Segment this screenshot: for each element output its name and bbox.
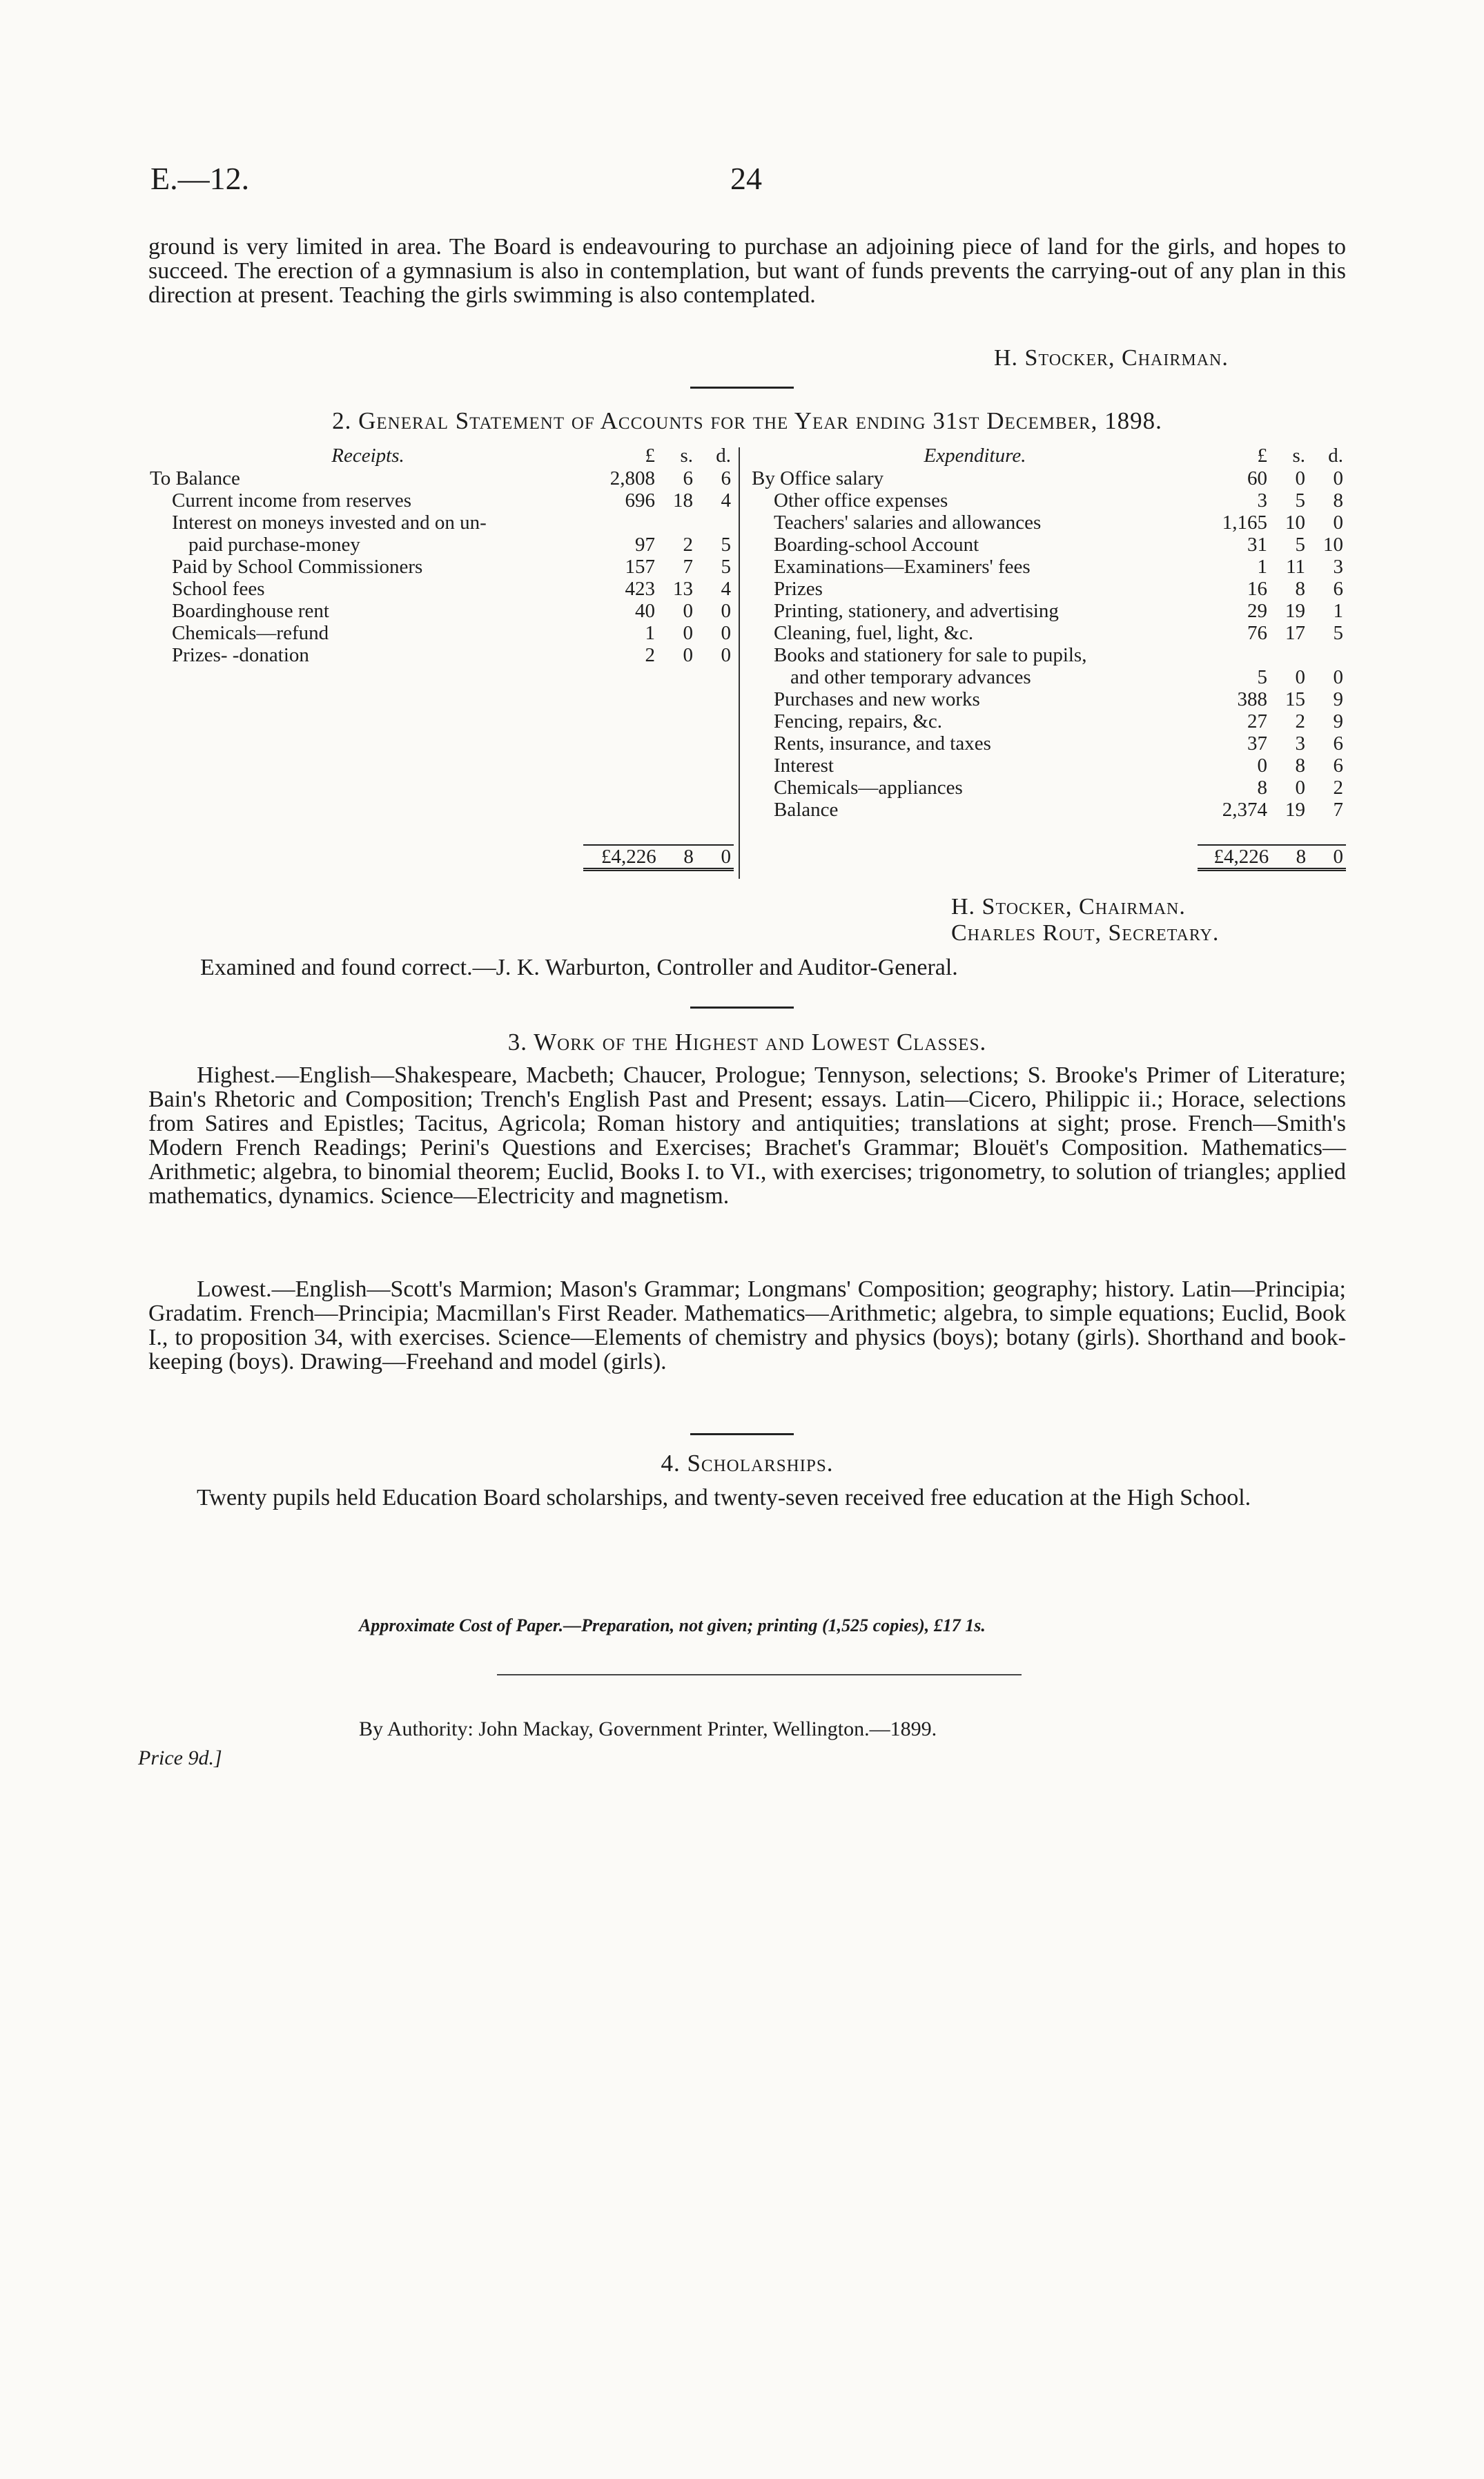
expenditure-row [749, 622, 1346, 644]
expenditure-l-value: 31 [1247, 534, 1267, 556]
expenditure-label: Purchases and new works [774, 688, 980, 710]
expenditure-label: Printing, stationery, and advertising [774, 600, 1059, 622]
expenditure-s-value: 2 [1295, 710, 1305, 732]
price: Price 9d.] [138, 1747, 222, 1769]
intro-signature: H. Stocker, Chairman. [994, 345, 1229, 371]
expenditure-label: Books and stationery for sale to pupils, [774, 644, 1087, 666]
receipts-d-value: 4 [721, 578, 731, 600]
expenditure-l-value: 16 [1247, 578, 1267, 600]
receipts-s-value [658, 512, 696, 534]
expenditure-d-value: 8 [1333, 489, 1343, 512]
expenditure-label: Balance [774, 799, 839, 821]
divider [690, 1007, 794, 1009]
expenditure-l-value: 29 [1247, 600, 1267, 622]
receipts-s-value: 0 [683, 622, 693, 644]
expenditure-s-value: 5 [1295, 534, 1305, 556]
expenditure-s-value: 0 [1295, 666, 1305, 688]
receipts-total: £4,226 8 0 [583, 844, 734, 871]
expenditure-d-value: 10 [1323, 534, 1343, 556]
expenditure-l-value: 0 [1257, 755, 1267, 777]
expenditure-label: Cleaning, fuel, light, &c. [774, 622, 974, 644]
expenditure-label: Chemicals—appliances [774, 777, 963, 799]
receipts-s-value: 7 [683, 556, 693, 578]
scholarships-text: Twenty pupils held Education Board scholarships, and twenty-seven received free education at the High School. [197, 1485, 1251, 1510]
accounts-signature-chairman: H. Stocker, Chairman. [951, 894, 1186, 920]
expenditure-row [749, 666, 1346, 688]
expenditure-s-value: 11 [1286, 556, 1305, 578]
receipts-l-value: 1 [645, 622, 655, 644]
receipts-s-value: 2 [683, 534, 693, 556]
expenditure-l-value: 8 [1257, 777, 1267, 799]
expenditure-row [749, 467, 1346, 489]
receipts-label: To Balance [150, 467, 240, 489]
expenditure-l-value: 2,374 [1222, 799, 1267, 821]
receipts-table: Receipts. £ s. d. To Balance 2,808 6 6 Current income from reserves 696 18 4 Interest on moneys invested and on un- paid purchase-money 97 2 5 Paid by School Commissioners 157 7 5 School fees 423 13 4 Boardinghouse rent 40 0 0 Chemicals—refund 1 0 0 Prizes- -donation 2 0 0 [147, 444, 734, 666]
expenditure-l-value: 1,165 [1222, 512, 1267, 534]
receipts-s-value: 18 [673, 489, 693, 512]
expenditure-row [749, 732, 1346, 755]
expenditure-d-value: 6 [1333, 578, 1343, 600]
expenditure-d-value: 6 [1333, 755, 1343, 777]
authority-line: By Authority: John Mackay, Government Printer, Wellington.—1899. [359, 1718, 937, 1740]
receipts-s-value: 0 [683, 600, 693, 622]
expenditure-d-value: 0 [1333, 467, 1343, 489]
receipts-row [147, 534, 734, 556]
divider [690, 387, 794, 389]
expenditure-d-value: 0 [1333, 512, 1343, 534]
expenditure-s-value: 19 [1285, 600, 1305, 622]
receipts-l-value: 2 [645, 644, 655, 666]
receipts-d-value: 6 [721, 467, 731, 489]
receipts-row [147, 578, 734, 600]
expenditure-l-value: 37 [1247, 732, 1267, 755]
expenditure-row [749, 688, 1346, 710]
receipts-s-value: 0 [683, 644, 693, 666]
expenditure-label: Interest [774, 755, 834, 777]
receipts-row [147, 512, 734, 534]
expenditure-row [749, 600, 1346, 622]
expenditure-s-value: 15 [1285, 688, 1305, 710]
receipts-label: paid purchase-money [188, 534, 360, 556]
receipts-row [147, 622, 734, 644]
expenditure-d-value: 2 [1333, 777, 1343, 799]
expenditure-l-value: 388 [1237, 688, 1267, 710]
expenditure-label: Fencing, repairs, &c. [774, 710, 943, 732]
expenditure-d-value: 6 [1333, 732, 1343, 755]
expenditure-s-value: 3 [1295, 732, 1305, 755]
expenditure-l-value [1201, 644, 1270, 666]
receipts-label: Chemicals—refund [172, 622, 329, 644]
expenditure-row [749, 710, 1346, 732]
receipts-row [147, 489, 734, 512]
expenditure-row [749, 644, 1346, 666]
receipts-label: Interest on moneys invested and on un- [172, 512, 487, 534]
receipts-row [147, 467, 734, 489]
expenditure-row [749, 489, 1346, 512]
expenditure-s-value: 19 [1285, 799, 1305, 821]
receipts-l-value: 2,808 [609, 467, 655, 489]
accounts-title: 2. General Statement of Accounts for the Year ending 31st December, 1898. [332, 407, 1162, 434]
expenditure-label: Other office expenses [774, 489, 948, 512]
scholarships-title: 4. Scholarships. [661, 1450, 834, 1477]
expenditure-label: Teachers' salaries and allowances [774, 512, 1042, 534]
receipts-s-value: 6 [683, 467, 693, 489]
expenditure-l-value: 27 [1247, 710, 1267, 732]
expenditure-label: Rents, insurance, and taxes [774, 732, 991, 755]
expenditure-row [749, 512, 1346, 534]
page-number: 24 [730, 161, 762, 196]
receipts-d-value: 5 [721, 534, 731, 556]
expenditure-s-value: 0 [1295, 467, 1305, 489]
expenditure-row [749, 556, 1346, 578]
expenditure-s-value: 8 [1295, 755, 1305, 777]
expenditure-row [749, 777, 1346, 799]
expenditure-l-value: 1 [1257, 556, 1267, 578]
expenditure-row [749, 799, 1346, 821]
receipts-l-value: 696 [625, 489, 655, 512]
expenditure-row [749, 755, 1346, 777]
expenditure-s-value: 10 [1285, 512, 1305, 534]
expenditure-label: Prizes [774, 578, 823, 600]
receipts-label: Prizes- -donation [172, 644, 309, 666]
expenditure-d-value: 3 [1333, 556, 1343, 578]
expenditure-d-value: 9 [1333, 710, 1343, 732]
document-code: E.—12. [150, 161, 250, 196]
receipts-d-value: 0 [721, 622, 731, 644]
receipts-l-value: 423 [625, 578, 655, 600]
expenditure-l-value: 76 [1247, 622, 1267, 644]
expenditure-d-value: 9 [1333, 688, 1343, 710]
receipts-s-value: 13 [673, 578, 693, 600]
receipts-d-value: 5 [721, 556, 731, 578]
expenditure-total: £4,226 8 0 [1198, 844, 1346, 871]
expenditure-table: Expenditure. £ s. d. By Office salary 60 0 0 Other office expenses 3 5 8 Teachers' salaries and allowances 1,165 10 0 Boarding-school Account 31 5 10 Examinations—Examiners' fees 1 11 3 Prizes 16 8 6 Printing, stationery, and advertising 29 19 1 Cleaning, fuel, light, &c. 76 17 5 Books and stationery for sale to pupils, and other temporary advances 5 0 0 Purchases and new works 388 15 9 Fencing, repairs, &c. 27 2 9 Rents, insurance, and taxes 37 3 6 Interest 0 8 6 Chemicals—appliances 8 0 2 Balance 2,374 19 7 [749, 444, 1346, 821]
expenditure-label: and other temporary advances [790, 666, 1031, 688]
column-divider [739, 447, 740, 879]
receipts-d-value: 4 [721, 489, 731, 512]
receipts-row [147, 644, 734, 666]
receipts-l-value: 157 [625, 556, 655, 578]
expenditure-l-value: 5 [1257, 666, 1267, 688]
receipts-label: School fees [172, 578, 265, 600]
cost-note: Approximate Cost of Paper.—Preparation, not given; printing (1,525 copies), £17 1s. [359, 1615, 986, 1635]
expenditure-d-value [1308, 644, 1346, 666]
divider [690, 1433, 794, 1435]
accounts-signature-secretary: Charles Rout, Secretary. [951, 920, 1220, 946]
expenditure-d-value: 0 [1333, 666, 1343, 688]
highest-classes: Highest.—English—Shakespeare, Macbeth; Chaucer, Prologue; Tennyson, selections; S. Brooke's Primer of Literature; Bain's Rhetoric and Composition; Trench's English Past and Present; essays. Latin—Cicero, Philippic ii.; Horace, selections from Satires and Epistles; Tacitus, Agricola; Roman history and antiquities; translations at sight; prose. French—Smith's Modern French Readings; Perini's Questions and Exercises; Brachet's Grammar; Blouët's Composition. Mathematics—Arithmetic; algebra, to binomial theorem; Euclid, Books I. to VI., with exercises; trigonometry, to solution of triangles; applied mathematics, dynamics. Science—Electricity and magnetism. [148, 1062, 1346, 1209]
receipts-label: Current income from reserves [172, 489, 412, 512]
work-title: 3. Work of the Highest and Lowest Classes. [507, 1029, 987, 1056]
expenditure-d-value: 1 [1333, 600, 1343, 622]
receipts-d-value: 0 [721, 600, 731, 622]
intro-paragraph: ground is very limited in area. The Board is endeavouring to purchase an adjoining piece of land for the girls, and hopes to succeed. The erection of a gymnasium is also in contemplation, but want of funds prevents the carrying-out of any plan in this direction at present. Teaching the girls swimming is also contemplated. [148, 234, 1346, 308]
expenditure-l-value: 3 [1257, 489, 1267, 512]
auditor-statement: Examined and found correct.—J. K. Warburton, Controller and Auditor-General. [200, 955, 958, 980]
expenditure-d-value: 5 [1333, 622, 1343, 644]
receipts-label: Boardinghouse rent [172, 600, 329, 622]
expenditure-s-value: 5 [1295, 489, 1305, 512]
receipts-d-value: 0 [721, 644, 731, 666]
lowest-classes: Lowest.—English—Scott's Marmion; Mason's Grammar; Longmans' Composition; geography; history. Latin—Principia; Gradatim. French—Principia; Macmillan's First Reader. Mathematics—Arithmetic; algebra, to simple equations; Euclid, Book I., to proposition 34, with exercises. Science—Elements of chemistry and physics (boys); botany (girls). Shorthand and book-keeping (boys). Drawing—Freehand and model (girls). [148, 1276, 1346, 1374]
expenditure-d-value: 7 [1333, 799, 1343, 821]
expenditure-heading: Expenditure. [924, 445, 1026, 467]
receipts-d-value [696, 512, 734, 534]
expenditure-s-value: 17 [1285, 622, 1305, 644]
expenditure-row [749, 534, 1346, 556]
expenditure-label: Boarding-school Account [774, 534, 979, 556]
expenditure-l-value: 60 [1247, 467, 1267, 489]
expenditure-s-value: 0 [1295, 777, 1305, 799]
receipts-l-value [589, 512, 658, 534]
expenditure-label: Examinations—Examiners' fees [774, 556, 1031, 578]
expenditure-label: By Office salary [752, 467, 884, 489]
expenditure-row [749, 578, 1346, 600]
expenditure-s-value: 8 [1295, 578, 1305, 600]
receipts-row [147, 556, 734, 578]
expenditure-s-value [1270, 644, 1308, 666]
receipts-row [147, 600, 734, 622]
receipts-l-value: 97 [635, 534, 655, 556]
divider [497, 1674, 1022, 1675]
receipts-label: Paid by School Commissioners [172, 556, 423, 578]
receipts-heading: Receipts. [331, 445, 404, 467]
receipts-l-value: 40 [635, 600, 655, 622]
